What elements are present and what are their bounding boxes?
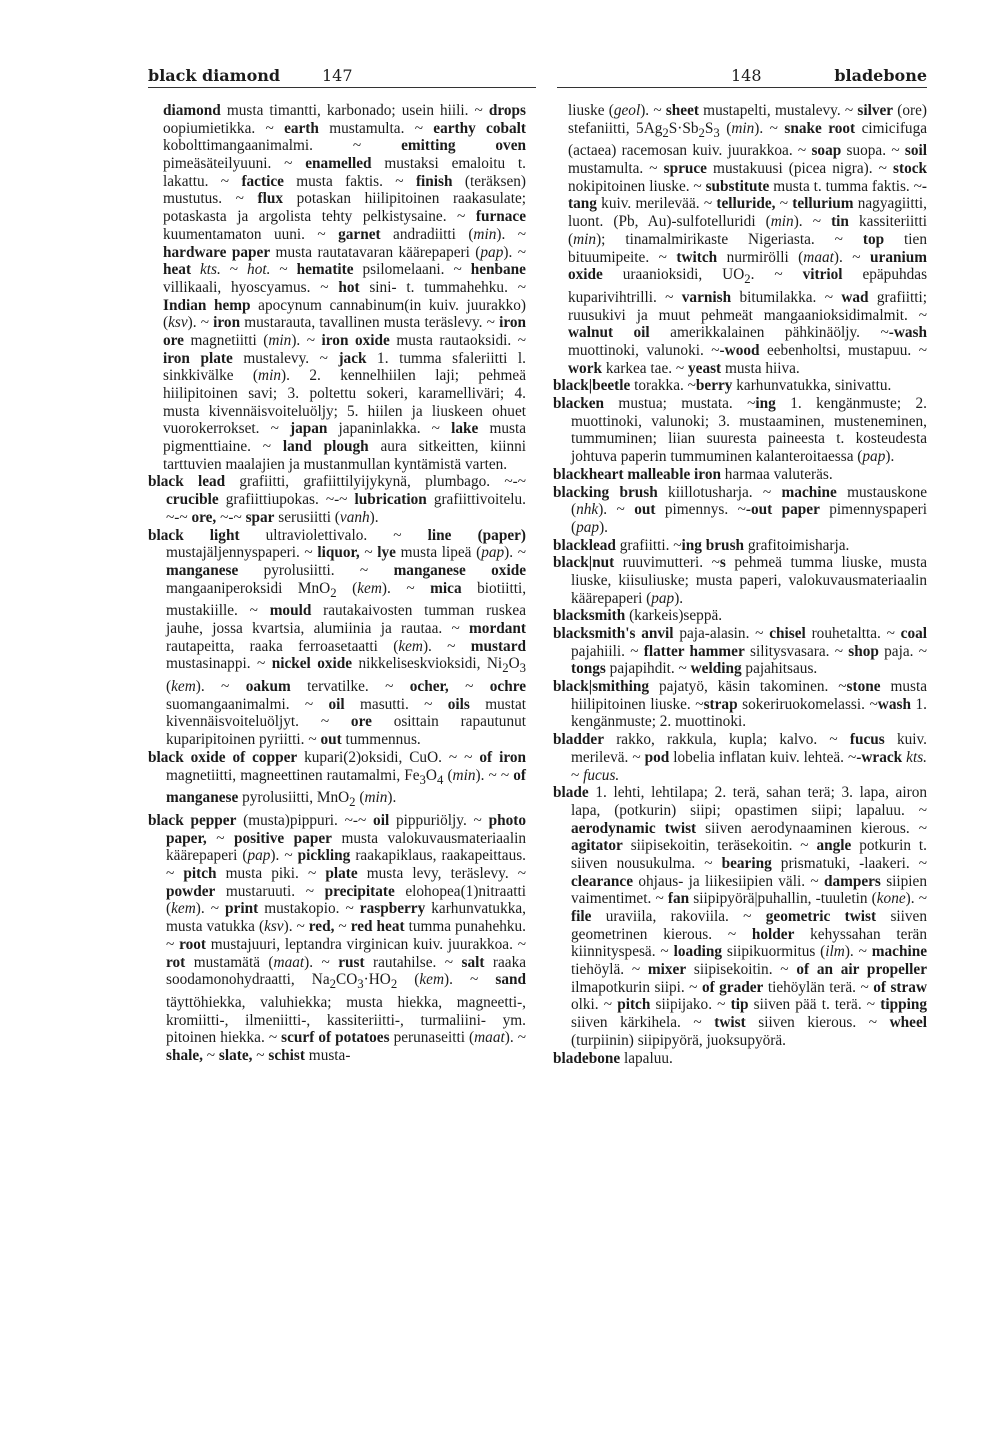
dictionary-entry: black light ultraviolettivalo. ~ line (paper) mustajäljennyspaperi. ~ liquor, ~ lye musta lipeä (pap). ~ manganese pyrolusiitti. ~ manganese oxide mangaaniperoksidi MnO$_2$ (kem). ~ mica biotiitti, mustakiille. ~ mould rautakaivosten tumman ruskea jauhe, jossa kvartsia, alumiinia ja rautaa. ~ mordant rautapeitta, raaka ferroasetaatti (kem). ~ mustard mustasinappi. ~ nickel oxide nikkeliseskvioksidi, $Ni_2O_3$ (kem). ~ oakum tervatilke. ~ ocher, ~ ochre suomangaanimalmi. ~ oil masutti. ~ oils mustat kivennäisvoiteluöljyt. ~ ore osittain rapautunut kuparipitoinen pyriitti. ~ out tummennus. <box>148 526 527 749</box>
entry-continuation: diamond musta timantti, karbonado; usein hiili. ~ drops oopiumietikka. ~ earth mustamulta. ~ earthy cobalt kobolttimangaanimalmi. ~ emitting oven pimeäsäteilyuuni. ~ enamelled mustaksi emaloitu t. lakattu. ~ factice musta faktis. ~ finish (teräksen) mustutus. ~ flux potaskan hiilipitoinen raakasulate; potaskasta ja argolista tehty pelkistysaine. ~ furnace kuumentamaton uuni. ~ garnet andradiitti (min). ~ hardware paper musta rautatavaran käärepaperi (pap). ~ heat kts. ~ hot. ~ hematite psilomelaani. ~ henbane villikaali, hyoscyamus. ~ hot sini- t. tummahehku. ~ Indian hemp apocynum cannabinum(in kuiv. juurakko) (ksv). ~ iron mustarauta, tavallinen musta teräslevy. ~ iron ore magnetiitti (min). ~ iron oxide musta rautaoksidi. ~ iron plate mustalevy. ~ jack 1. tumma sfaleriitti l. sinkkivälke (min). 2. kennelhiilen laji; pehmeä hiilipitoinen savi; 3. poltettu sokeri, karamelliväri; 4. musta kivennäisvoiteluöljy; 5. hiilen ja liuskeen ohuet vuorokerrokset. ~ japan japaninlakka. ~ lake musta pigmenttiaine. ~ land plough aura sitkeitten, kiinni tarttuvien maalajien ja mustanmullan kyntämistä varten. <box>163 102 527 473</box>
right-page-header <box>557 60 927 90</box>
left-running-headword: black diamond <box>148 66 281 85</box>
dictionary-entry: black|smithing pajatyö, käsin takominen. ~stone musta hiilipitoinen liuske. ~strap sokeriruokomelassi. ~wash 1. kengänmuste; 2. muottinoki. <box>553 678 928 731</box>
left-dictionary-column <box>148 102 526 1065</box>
dictionary-entry: black oxide of copper kupari(2)oksidi, CuO. ~ ~ of iron magnetiitti, magneettinen rautamalmi, $Fe_3O_4$ (min). ~ ~ of manganese pyrolusiitti, MnO$_2$ (min). <box>148 748 526 810</box>
dictionary-entry: black lead grafiitti, grafiittilyijykynä, plumbago. ~-~ crucible grafiittiupokas. ~-~ lubrication grafiittivoitelu. ~-~ ore, ~-~ spar serusiitti (vanh). <box>148 473 526 526</box>
dictionary-entry: black pepper (musta)pippuri. ~-~ oil pippuriöljy. ~ photo paper, ~ positive paper musta valokuvausmateriaalin käärepaperi (pap). ~ pickling raakapiklaus, raakapeittaus. ~ pitch musta piki. ~ plate musta levy, teräslevy. ~ powder mustaruuti. ~ precipitate elohopea(1)nitraatti (kem). ~ print mustakopio. ~ raspberry karhunvatukka, musta vatukka (ksv). ~ red, ~ red heat tumma punahehku. ~ root mustajuuri, leptandra virginican kuiv. juurakkoa. ~ rot mustamätä (maat). ~ rust rautahilse. ~ salt raaka soodamonohydraatti, $Na_2CO_3\cdot HO_2$ (kem). ~ sand täyttöhiekka, valuhiekka; musta hiekka, magneetti-, kromiitti-, ilmeniitti-, kassiteriitti-, turmaliini- ym. pitoinen hiekka. ~ scurf of potatoes perunaseitti (maat). ~ shale, ~ slate, ~ schist musta- <box>148 812 527 1064</box>
dictionary-entry: blackheart malleable iron harmaa valuteräs. <box>553 465 833 483</box>
dictionary-entry: blacken mustua; mustata. ~ing 1. kengänmuste; 2. muottinoki, valunoki; 3. mustaaminen, musteneminen, tummuminen; liian suuresta paineesta t. kosteudesta johtuva paperin tummuminen kalanteroitaessa (pap). <box>553 395 927 466</box>
right-running-headword: bladebone <box>834 66 927 85</box>
dictionary-entry: blacksmith's anvil paja-alasin. ~ chisel rouhetaltta. ~ coal pajahiili. ~ flatter hammer silitysvasara. ~ shop paja. ~ tongs pajapihdit. ~ welding pajahitsaus. <box>553 625 927 678</box>
right-header-rule <box>557 87 927 88</box>
right-page-number: 148 <box>731 66 762 85</box>
right-dictionary-column <box>553 102 927 1067</box>
dictionary-entry: blacksmith (karkeis)seppä. <box>553 607 723 625</box>
dictionary-entry: black|beetle torakka. ~berry karhunvatukka, sinivattu. <box>553 377 892 395</box>
left-page-header <box>148 60 536 90</box>
dictionary-entry: blade 1. lehti, lehtilapa; 2. terä, sahan terä; 3. lapa, airon lapa, (potkurin) siipi; opastimen siipi; lapaluu. ~ aerodynamic twist siiven aerodynaaminen kierous. ~ agitator siipisekoitin, teräsekoitin. ~ angle potkurin t. siiven nousukulma. ~ bearing prismatuki, -laakeri. ~ clearance ohjaus- ja liikesiipien väli. ~ dampers siipien vaimentimet. ~ fan siipipyörä|puhallin, -tuuletin (kone). ~ file uraviila, rakoviila. ~ geometric twist siiven geometrinen kierous. ~ holder kehyssahan terän kiinnityspesä. ~ loading siipikuormitus (ilm). ~ machine tiehöylä. ~ mixer siipisekoitin. ~ of an air propeller ilmapotkurin siipi. ~ of grader tiehöylän terä. ~ of straw olki. ~ pitch siipijako. ~ tip siiven pää t. terä. ~ tipping siiven kärkihela. ~ twist siiven kierous. ~ wheel (turpiinin) siipipyörä, juoksupyörä. <box>553 784 928 1049</box>
dictionary-entry: blacklead grafiitti. ~ing brush grafitoimisharja. <box>553 536 850 554</box>
dictionary-entry: blacking brush kiillotusharja. ~ machine mustauskone (nhk). ~ out pimennys. ~-out paper pimennyspaperi (pap). <box>553 483 928 536</box>
left-header-rule <box>148 87 536 88</box>
dictionary-entry: bladder rakko, rakkula, kupla; kalvo. ~ fucus kuiv. merilevä. ~ pod lobelia inflatan kuiv. lehteä. ~-wrack kts. ~ fucus. <box>553 731 927 784</box>
dictionary-entry: black|nut ruuvimutteri. ~s pehmeä tumma liuske, musta liuske, kiisuliuske; musta paperi, valokuvausmateriaalin käärepaperi (pap). <box>553 554 928 607</box>
entry-continuation: liuske (geol). ~ sheet mustapelti, mustalevy. ~ silver (ore) stefaniitti, $5Ag_2S\cdot Sb_2S_3$ (min). ~ snake root cimicifuga (actaea) racemosan kuiv. juurakkoa. ~ soap suopa. ~ soil mustamulta. ~ spruce mustakuusi (picea nigra). ~ stock nokipitoinen liuske. ~ substitute musta t. tumma faktis. ~-tang kuiv. merilevää. ~ telluride, ~ tellurium nagyagiitti, luont. (Pb, Au)-sulfotelluridi (min). ~ tin kassiteriitti (min); tinamalmirikaste Nigeriasta. ~ top tien bituumipeite. ~ twitch nurmirölli (maat). ~ uranium oxide uraanioksidi, $UO_2$. ~ vitriol epäpuhdas kuparivihtrilli. ~ varnish bitumilakka. ~ wad grafiitti; ruusukivi ja muut pehmeät mangaanioksidimalmit. ~ walnut oil amerikkalainen pähkinäöljy. ~-wash muottinoki, valunoki. ~-wood eebenholtsi, mustapuu. ~ work karkea tae. ~ yeast musta hiiva. <box>568 102 928 377</box>
left-page-number: 147 <box>322 66 353 85</box>
dictionary-entry: bladebone lapaluu. <box>553 1049 673 1067</box>
